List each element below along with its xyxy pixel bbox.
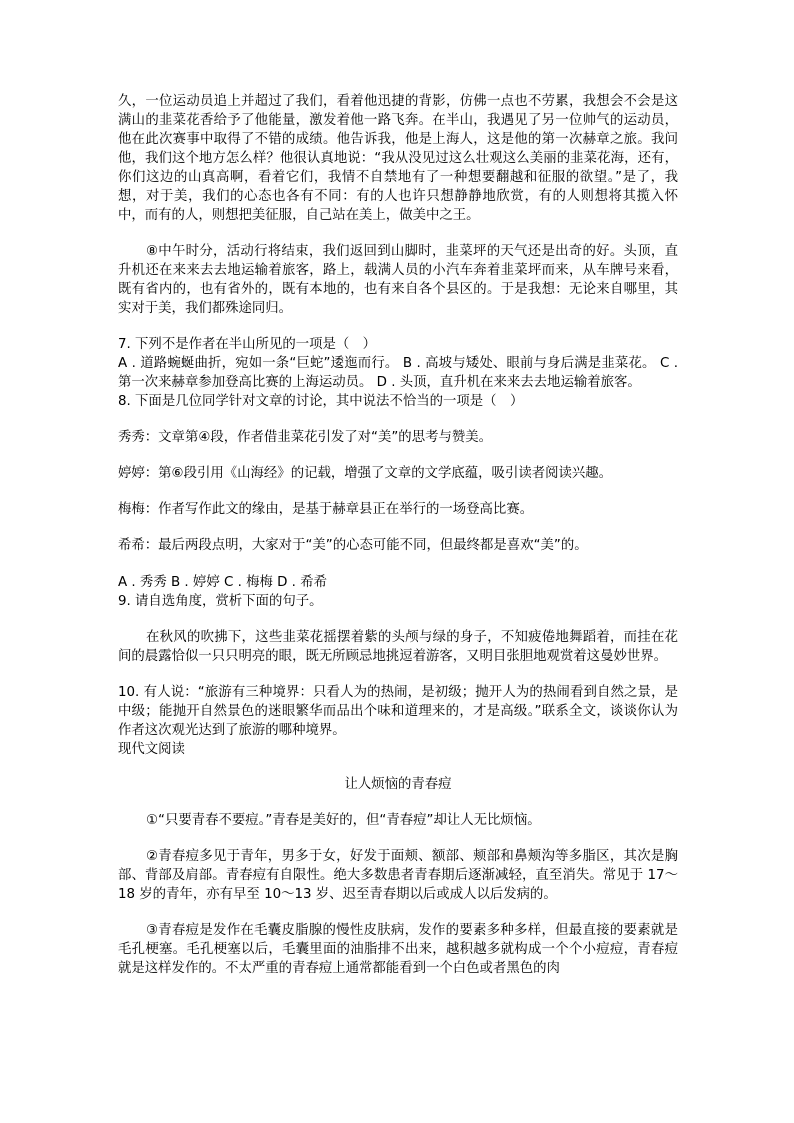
- quoted-sentence: 在秋风的吹拂下，这些韭菜花摇摆着紫的头颅与绿的身子，不知疲倦地舞蹈着，而挂在花间的晨露恰似一只只明亮的眼，既无所顾忌地挑逗着游客，又明目张胆地观赏着这曼妙世界。: [118, 630, 678, 664]
- body-paragraph: ③青春痘是发作在毛囊皮脂腺的慢性皮肤病，发作的要素多种多样，但最直接的要素就是毛孔梗塞。毛孔梗塞以后，毛囊里面的油脂排不出来，越积越多就构成一个个小痘痘，青春痘就是这样发作的。不太严重的青春痘上通常都能看到一个白色或者黑色的肉: [118, 923, 678, 976]
- body-paragraph: ①“只要青春不要痘。”青春是美好的，但“青春痘”却让人无比烦恼。: [146, 813, 541, 828]
- document-page: [118, 92, 678, 978]
- question-8: 8. 下面是几位同学针对文章的讨论，其中说法不恰当的一项是（ ）: [118, 394, 524, 409]
- article-title: 让人烦恼的青春痘: [344, 777, 452, 792]
- discussion-item: 秀秀：文章第④段，作者借韭菜花引发了对“美”的思考与赞美。: [118, 430, 493, 445]
- discussion-item: 婷婷：第⑥段引用《山海经》的记载，增强了文章的文学底蕴，吸引读者阅读兴趣。: [118, 466, 613, 481]
- discussion-item: 希希：最后两段点明，大家对于“美”的心态可能不同，但最终都是喜欢“美”的。: [118, 538, 588, 553]
- body-paragraph: 久，一位运动员追上并超过了我们，看着他迅捷的背影，仿佛一点也不劳累，我想会不会是这满山的韭菜花香给予了他能量，激发着他一路飞奔。在半山，我遇见了另一位帅气的运动员，他在此次赛事中取得了不错的成绩。他告诉我，他是上海人，这是他的第一次赫章之旅。我问他，我们这个地方怎么样？他很认真地说：“我从没见过这么壮观这么美丽的韭菜花海，还有，你们这边的山真高啊，看着它们，我情不自禁地有了一种想要翻越和征服的欲望。”是了，我想，对于美，我们的心态也各有不同：有的人也许只想静静地欣赏，有的人则想将其揽入怀中，而有的人，则想把美征服，自己站在美上，做美中之王。: [118, 94, 678, 223]
- question-7-options: A . 道路蜿蜒曲折，宛如一条“巨蛇”逶迤而行。 B . 高坡与矮处、眼前与身后满是韭菜花。 C . 第一次来赫章参加登高比赛的上海运动员。 D . 头顶，直升机在来来去去地运输着旅客。: [118, 356, 678, 390]
- section-heading: 现代文阅读: [118, 742, 185, 757]
- question-9: 9. 请自选角度，赏析下面的句子。: [118, 594, 323, 609]
- body-paragraph: ②青春痘多见于青年，男多于女，好发于面颊、额部、颊部和鼻颊沟等多脂区，其次是胸部、背部及肩部。青春痘有自限性。绝大多数患者青春期后逐渐减轻，直至消失。常见于 17～18 岁的青年，亦有早至 10～13 岁、迟至青春期以后或成人以后发病的。: [118, 849, 678, 902]
- question-7: 7. 下列不是作者在半山所见的一项是（ ）: [118, 337, 377, 352]
- question-8-options: A . 秀秀 B . 婷婷 C . 梅梅 D . 希希: [118, 575, 327, 590]
- question-10: 10. 有人说：“旅游有三种境界：只看人为的热闹，是初级；抛开人为的热闹看到自然之景，是中级；能抛开自然景色的迷眼繁华而品出个味和道理来的，才是高级。”联系全文，谈谈你认为作者这次观光达到了旅游的哪种境界。: [118, 685, 678, 738]
- discussion-item: 梅梅：作者写作此文的缘由，是基于赫章县正在举行的一场登高比赛。: [118, 502, 534, 517]
- body-paragraph: ⑧中午时分，活动行将结束，我们返回到山脚时，韭菜坪的天气还是出奇的好。头顶，直升机还在来来去去地运输着旅客，路上，载满人员的小汽车奔着韭菜坪而来，从车牌号来看，既有省内的，也有省外的，既有本地的，也有来自各个县区的。于是我想：无论来自哪里，其实对于美，我们都殊途同归。: [118, 244, 678, 316]
